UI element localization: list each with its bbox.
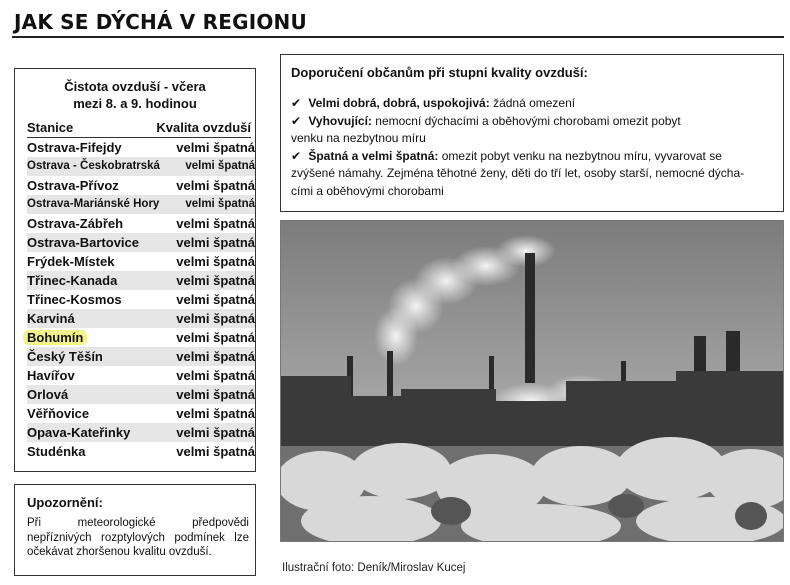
quality-value: velmi špatná	[176, 235, 255, 250]
table-row	[27, 233, 255, 252]
table-row	[27, 271, 255, 290]
station-name: Ostrava-Přívoz	[27, 178, 119, 193]
factory-illustration	[281, 221, 783, 541]
station-name: Havířov	[27, 368, 75, 383]
quality-value: velmi špatná	[176, 406, 255, 421]
page-title: JAK SE DÝCHÁ V REGIONU	[14, 10, 307, 34]
recommendation-box	[280, 54, 784, 212]
station-name: Ostrava-Mariánské Hory	[27, 198, 160, 210]
recommendation-item	[291, 148, 771, 166]
recommendation-text-cont: venku na nezbytnou míru	[291, 131, 426, 145]
column-header-quality: Kvalita ovzduší	[156, 120, 251, 135]
photo-caption: Ilustrační foto: Deník/Miroslav Kucej	[282, 562, 466, 574]
station-name: Ostrava - Českobratrská	[27, 160, 160, 172]
quality-value: velmi špatná	[185, 198, 255, 210]
station-name: Frýdek-Místek	[27, 254, 115, 269]
table-row	[27, 328, 255, 347]
table-row	[27, 442, 255, 461]
table-row	[27, 176, 255, 195]
station-name: Ostrava-Bartovice	[27, 235, 139, 250]
table-heading-line1: Čistota ovzduší - včera	[64, 79, 206, 94]
table-row	[27, 309, 255, 328]
recommendation-label: Vyhovující:	[308, 113, 372, 128]
quality-value: velmi špatná	[176, 140, 255, 155]
warning-text: Při meteorologické předpovědi nepříznivých rozptylových podmínek lze očekávat zhoršenou kvalitu ovzduší.	[27, 517, 249, 558]
table-row	[27, 290, 255, 309]
recommendation-list	[291, 95, 771, 200]
check-icon: ✔	[291, 148, 302, 163]
station-name: Ostrava-Zábřeh	[27, 216, 124, 231]
air-quality-table	[14, 68, 256, 472]
station-name: Třinec-Kosmos	[27, 292, 122, 307]
recommendation-item	[291, 113, 771, 131]
table-row	[27, 347, 255, 366]
recommendation-text: omezit pobyt venku na nezbytnou míru, vyvarovat se	[441, 148, 722, 163]
quality-value: velmi špatná	[176, 368, 255, 383]
quality-value: velmi špatná	[176, 216, 255, 231]
table-row	[27, 214, 255, 233]
table-column-headers	[27, 119, 251, 138]
recommendation-text: žádná omezení	[493, 96, 576, 110]
quality-value: velmi špatná	[176, 425, 255, 440]
recommendation-label: Velmi dobrá, dobrá, uspokojivá:	[308, 96, 490, 110]
quality-value: velmi špatná	[176, 292, 255, 307]
recommendation-item	[291, 95, 771, 113]
recommendation-text-cont: cími a oběhovými chorobami	[291, 183, 444, 198]
quality-value: velmi špatná	[176, 387, 255, 402]
quality-value: velmi špatná	[176, 178, 255, 193]
factory-photo	[280, 220, 784, 542]
warning-title: Upozornění:	[27, 495, 103, 510]
station-name: Ostrava-Fifejdy	[27, 140, 122, 155]
table-rows	[27, 138, 255, 461]
station-name: Orlová	[27, 387, 69, 402]
station-name: Karviná	[27, 311, 75, 326]
quality-value: velmi špatná	[176, 254, 255, 269]
table-row	[27, 423, 255, 442]
check-icon: ✔	[291, 113, 302, 128]
warning-box	[14, 484, 256, 576]
table-row	[27, 138, 255, 157]
recommendation-text-cont: zvýšené námahy. Zejména těhotné ženy, děti do tří let, osoby starší, nemocné dýcha-	[291, 166, 745, 180]
quality-value: velmi špatná	[176, 349, 255, 364]
table-row	[27, 385, 255, 404]
station-name: Český Těšín	[27, 349, 103, 364]
table-row	[27, 366, 255, 385]
table-row	[27, 157, 255, 176]
quality-value: velmi špatná	[176, 273, 255, 288]
table-row	[27, 404, 255, 423]
recommendation-title: Doporučení občanům při stupni kvality ovzduší:	[291, 65, 588, 80]
recommendation-text: nemocní dýchacími a oběhovými chorobami omezit pobyt	[375, 113, 681, 128]
table-row	[27, 195, 255, 214]
station-name: Studénka	[27, 444, 86, 459]
station-name: Třinec-Kanada	[27, 273, 118, 288]
check-icon: ✔	[291, 96, 302, 110]
quality-value: velmi špatná	[176, 311, 255, 326]
station-name: Opava-Kateřinky	[27, 425, 131, 440]
table-row	[27, 252, 255, 271]
quality-value: velmi špatná	[176, 444, 255, 459]
column-header-station: Stanice	[27, 120, 74, 135]
station-name-highlighted: Bohumín	[23, 330, 87, 345]
table-heading-line2: mezi 8. a 9. hodinou	[73, 96, 197, 111]
quality-value: velmi špatná	[176, 330, 255, 345]
title-rule	[12, 36, 784, 38]
recommendation-label: Špatná a velmi špatná:	[308, 148, 439, 163]
station-name: Věřňovice	[27, 406, 90, 421]
quality-value: velmi špatná	[185, 160, 255, 172]
